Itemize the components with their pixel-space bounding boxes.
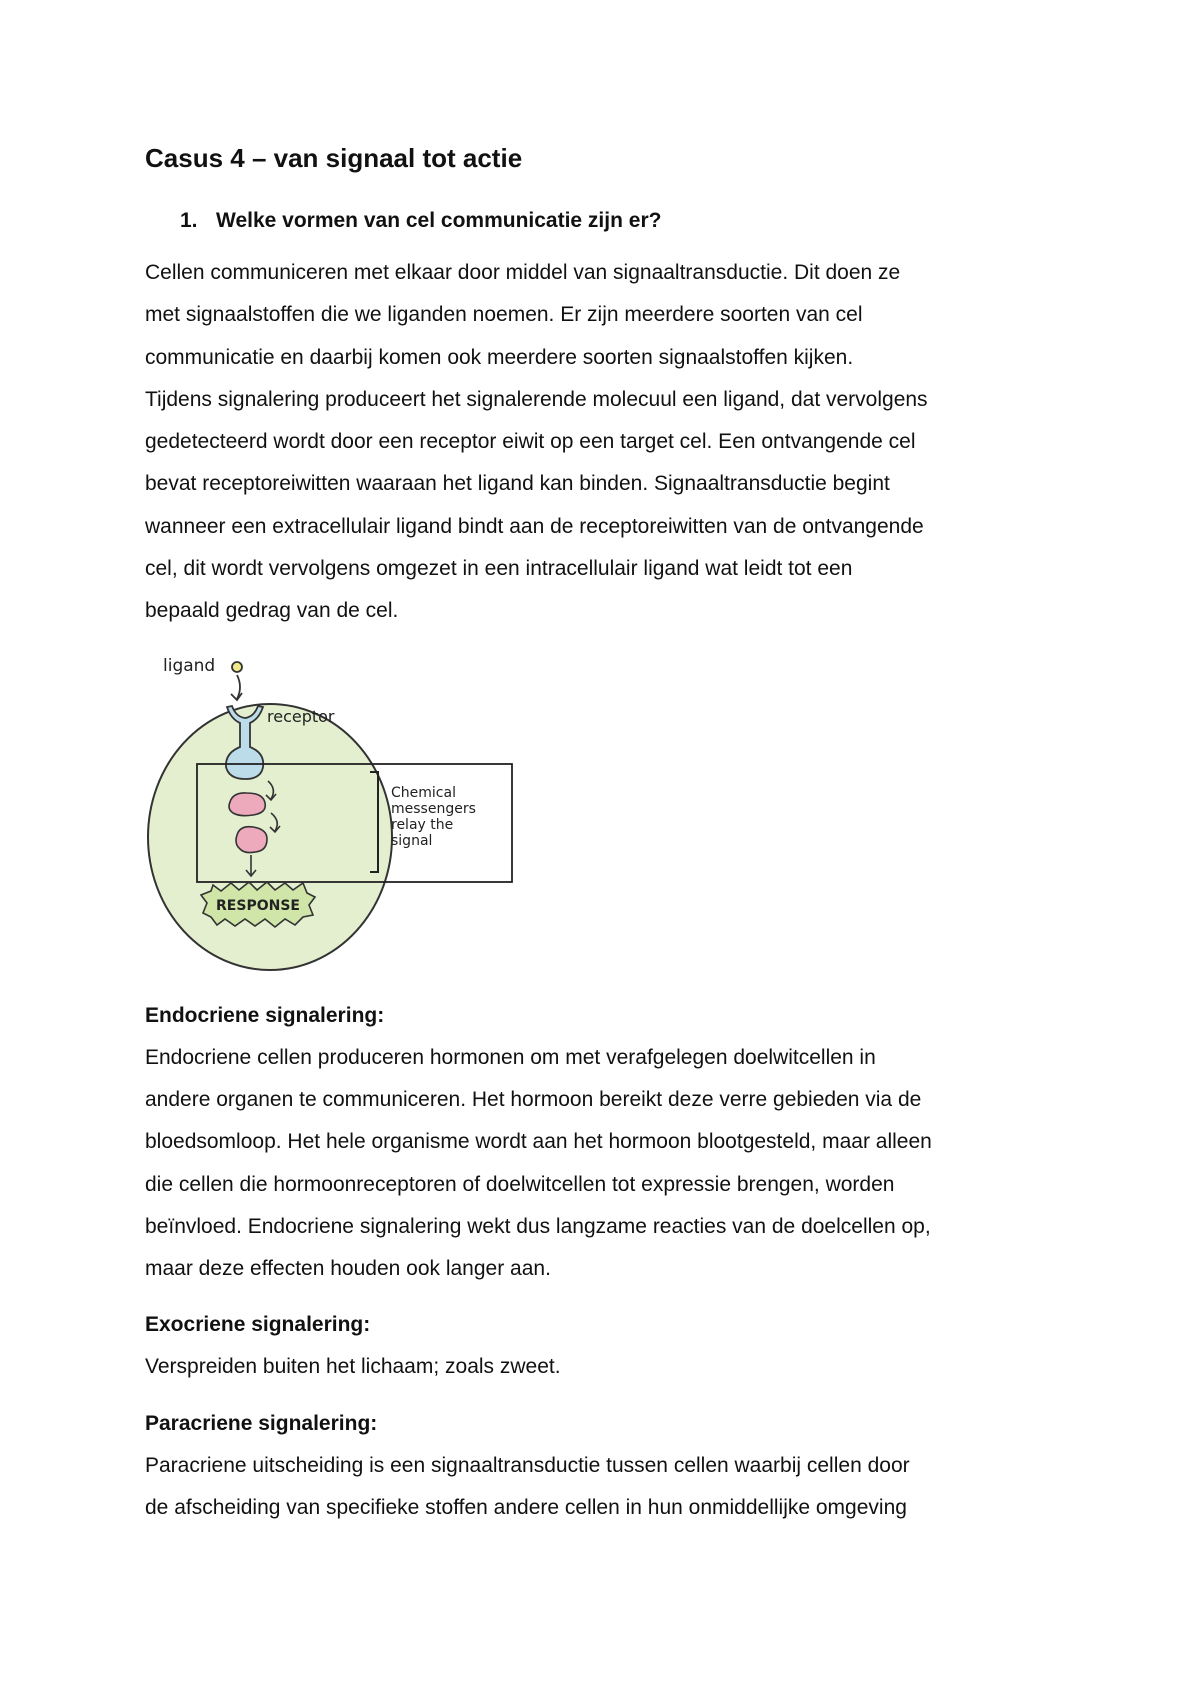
question-text: Welke vormen van cel communicatie zijn er? [216,209,662,232]
messenger-shape [236,826,267,852]
paragraph-line: communicatie en daarbij komen ook meerdere soorten signaalstoffen kijken. [145,345,854,369]
paracrine-section [145,1403,1065,1530]
ligand-arrowhead [231,693,242,700]
messengers-label: signal [391,832,433,849]
page-title: Casus 4 – van signaal tot actie [145,143,523,173]
signal-transduction-figure [145,647,545,977]
paragraph-line: de afscheiding van specifieke stoffen andere cellen in hun onmiddellijke omgeving [145,1496,907,1520]
paragraph-line: Paracriene uitscheiding is een signaaltransductie tussen cellen waarbij cellen door [145,1453,910,1477]
figure-drawing [145,647,545,977]
messengers-label: Chemical [391,784,456,801]
paragraph-line: Tijdens signalering produceert het signalerende molecuul een ligand, dat vervolgens [145,387,928,411]
messengers-label: messengers [391,800,476,817]
ligand-dot [232,662,242,672]
paragraph-line: bepaald gedrag van de cel. [145,599,399,623]
paragraph-line: bevat receptoreiwitten waaraan het ligand kan binden. Signaaltransductie begint [145,472,890,496]
paragraph-line: Cellen communiceren met elkaar door middel van signaaltransductie. Dit doen ze [145,261,901,284]
paragraph-line: bloedsomloop. Het hele organisme wordt aan het hormoon blootgesteld, maar alleen [145,1130,932,1154]
receptor-label: receptor [267,706,335,726]
question-number: 1. [180,209,198,232]
paragraph-line: met signaalstoffen die we liganden noemen. Er zijn meerdere soorten van cel [145,303,863,327]
section-heading: Endocriene signalering: [145,1003,385,1027]
paragraph-line: cel, dit wordt vervolgens omgezet in een intracellulair ligand wat leidt tot een [145,557,853,581]
cell-body [148,704,392,970]
messenger-shape [229,793,265,816]
paragraph-line: Endocriene cellen produceren hormonen om met verafgelegen doelwitcellen in [145,1045,876,1069]
paragraph-line: maar deze effecten houden ook langer aan. [145,1257,551,1281]
section-heading: Paracriene signalering: [145,1411,378,1435]
response-label: RESPONSE [216,897,300,914]
question-heading [145,204,1065,238]
exocrine-section [145,1304,1065,1388]
paragraph-line: Verspreiden buiten het lichaam; zoals zweet. [145,1355,561,1379]
paragraph-line: die cellen die hormoonreceptoren of doelwitcellen tot expressie brengen, worden [145,1172,895,1196]
paragraph-line: beïnvloed. Endocriene signalering wekt dus langzame reacties van de doelcellen op, [145,1214,931,1238]
ligand-label: ligand [163,655,216,676]
intro-paragraph [145,252,1065,633]
section-heading: Exocriene signalering: [145,1313,371,1337]
messengers-label: relay the [391,816,454,833]
paragraph-line: andere organen te communiceren. Het hormoon bereikt deze verre gebieden via de [145,1087,922,1111]
paragraph-line: gedetecteerd wordt door een receptor eiwit op een target cel. Een ontvangende cel [145,430,916,454]
paragraph-line: wanneer een extracellulair ligand bindt aan de receptoreiwitten van de ontvangende [145,514,924,538]
endocrine-section [145,995,1065,1291]
document-body [145,138,1065,1529]
